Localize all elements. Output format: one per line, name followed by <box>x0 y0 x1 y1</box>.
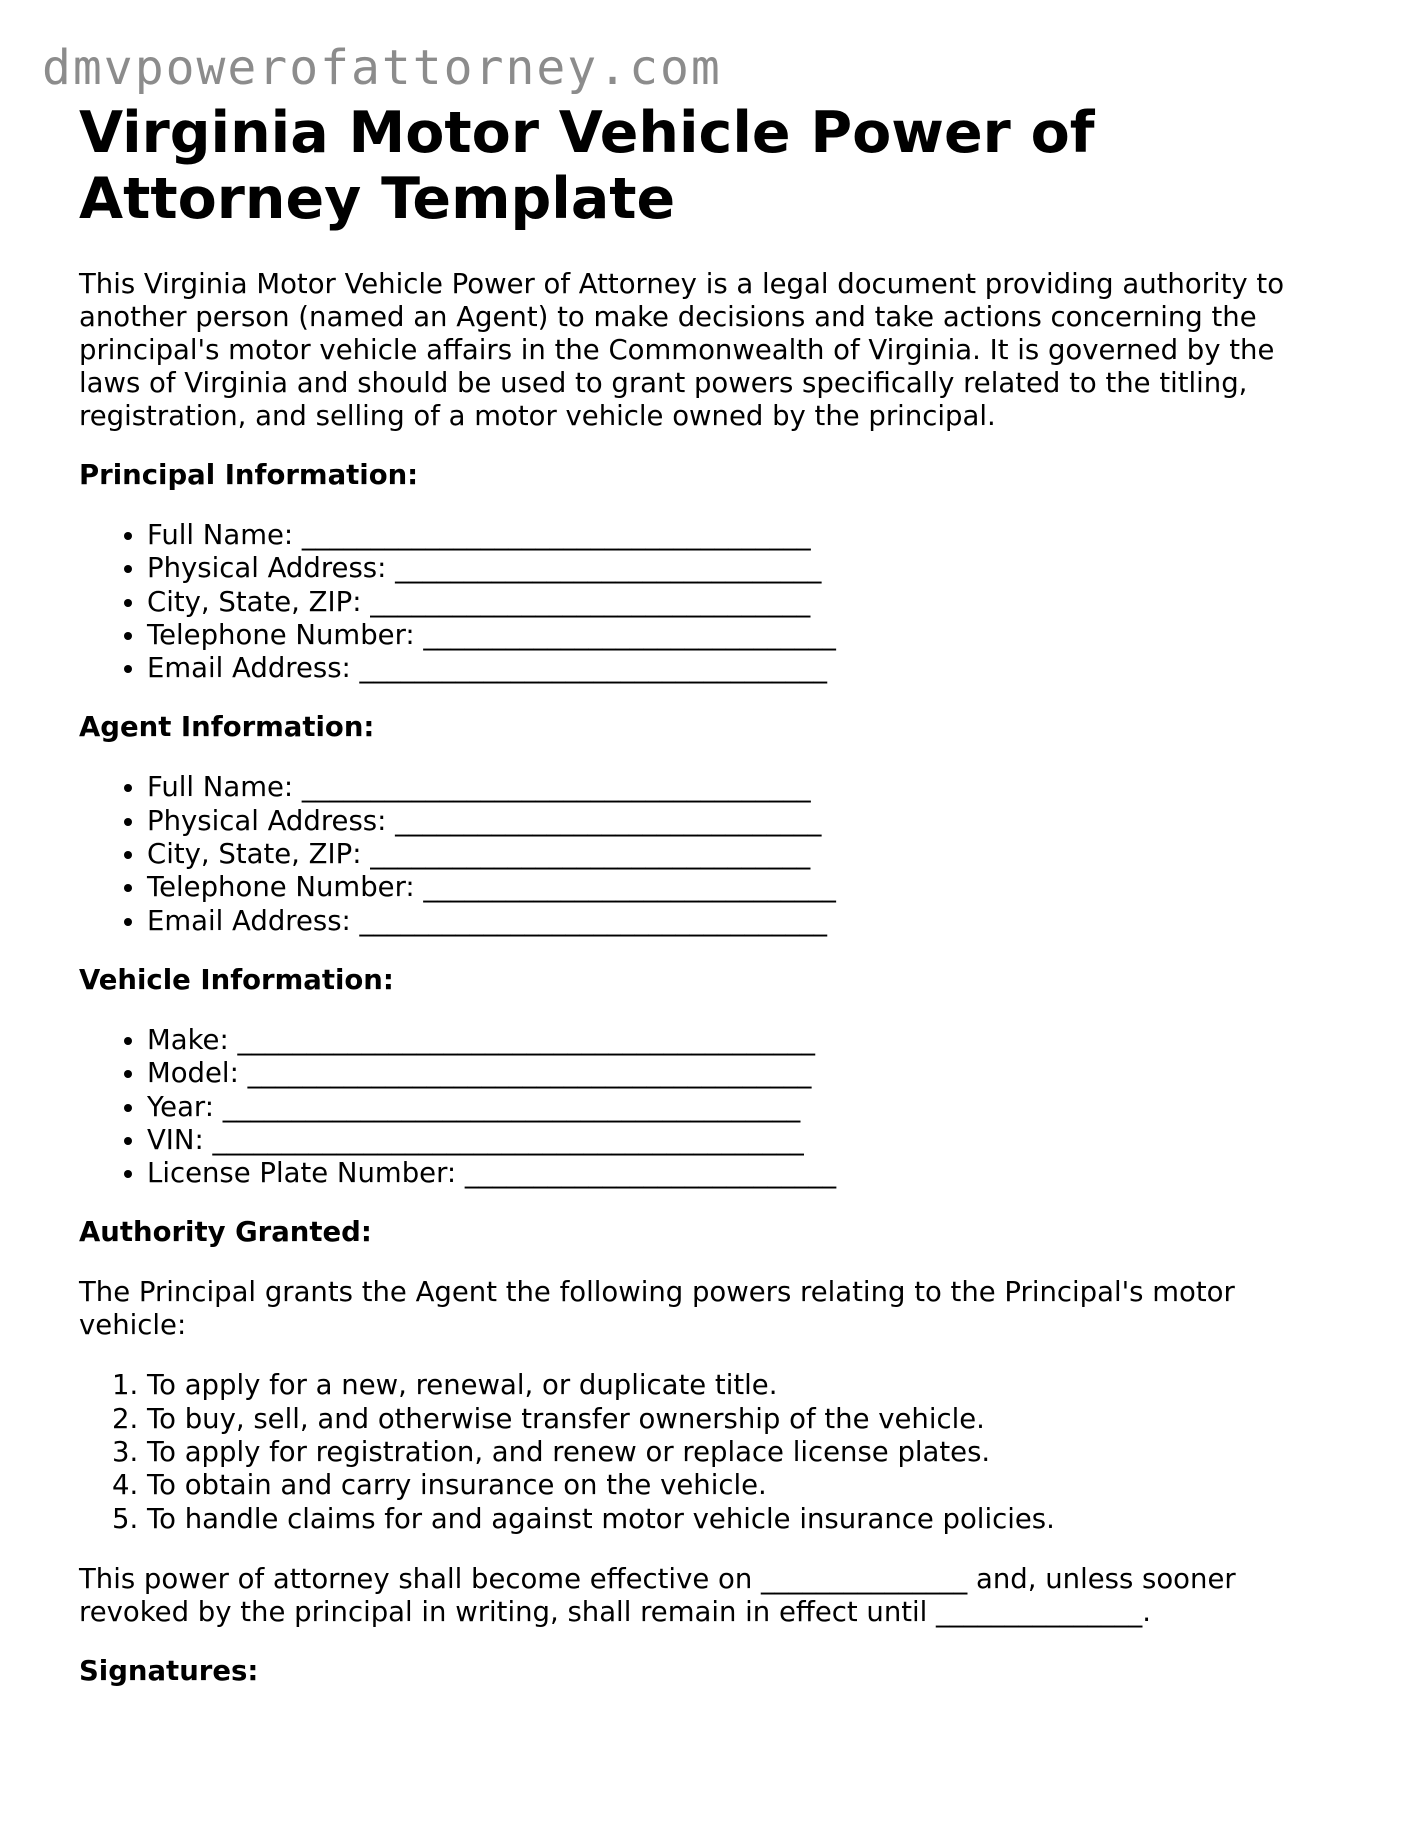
vehicle-year-field: • Year: __________________________________________ <box>147 1091 1349 1124</box>
vehicle-model-field: • Model: _________________________________________ <box>147 1057 1349 1090</box>
agent-address-field: • Physical Address: _______________________________ <box>147 805 1349 838</box>
principal-email-field: • Email Address: __________________________________ <box>147 652 1349 685</box>
watermark: dmvpowerofattorney.com <box>42 40 722 96</box>
document-page <box>79 100 1349 1688</box>
effective-date-paragraph: This power of attorney shall become effective on _______________ and, unless sooner revoked by the principal in writing, shall remain in effect until _______________. <box>79 1562 1236 1628</box>
powers-list <box>79 1369 1349 1535</box>
principal-city-state-zip-field: • City, State, ZIP: ________________________________ <box>147 586 1349 619</box>
power-item: 3. To apply for registration, and renew or replace license plates. <box>147 1436 1349 1469</box>
intro-paragraph: This Virginia Motor Vehicle Power of Attorney is a legal document providing authority to another person (named an Agent) to make decisions and take actions concerning the principal's motor vehicle affairs in the Commonwealth of Virginia. It is governed by the laws of Virginia and should be used to grant powers specifically related to the titling, registration, and selling of a motor vehicle owned by the principal. <box>79 268 1285 432</box>
agent-city-state-zip-field: • City, State, ZIP: ________________________________ <box>147 838 1349 871</box>
agent-fields-list <box>79 771 1349 937</box>
power-item: 1. To apply for a new, renewal, or duplicate title. <box>147 1369 1349 1402</box>
page-title: Virginia Motor Vehicle Power of Attorney Template <box>79 100 1095 232</box>
principal-full-name-field: • Full Name: _____________________________________ <box>147 519 1349 552</box>
vehicle-make-field: • Make: __________________________________________ <box>147 1024 1349 1057</box>
signatures-heading: Signatures: <box>79 1654 259 1687</box>
vehicle-heading: Vehicle Information: <box>79 963 394 996</box>
power-item: 2. To buy, sell, and otherwise transfer ownership of the vehicle. <box>147 1403 1349 1436</box>
agent-full-name-field: • Full Name: _____________________________________ <box>147 771 1349 804</box>
agent-heading: Agent Information: <box>79 711 375 744</box>
agent-email-field: • Email Address: __________________________________ <box>147 905 1349 938</box>
principal-heading: Principal Information: <box>79 459 419 491</box>
authority-heading: Authority Granted: <box>79 1216 372 1249</box>
principal-address-field: • Physical Address: _______________________________ <box>147 552 1349 585</box>
vehicle-fields-list <box>79 1024 1349 1190</box>
authority-intro: The Principal grants the Agent the following powers relating to the Principal's motor vehicle: <box>79 1276 1235 1342</box>
power-item: 4. To obtain and carry insurance on the vehicle. <box>147 1469 1349 1502</box>
agent-telephone-field: • Telephone Number: ______________________________ <box>147 871 1349 904</box>
principal-fields-list <box>79 519 1349 685</box>
vehicle-vin-field: • VIN: ___________________________________________ <box>147 1124 1349 1157</box>
power-item: 5. To handle claims for and against motor vehicle insurance policies. <box>147 1503 1349 1536</box>
vehicle-plate-field: • License Plate Number: ___________________________ <box>147 1157 1349 1190</box>
principal-telephone-field: • Telephone Number: ______________________________ <box>147 619 1349 652</box>
